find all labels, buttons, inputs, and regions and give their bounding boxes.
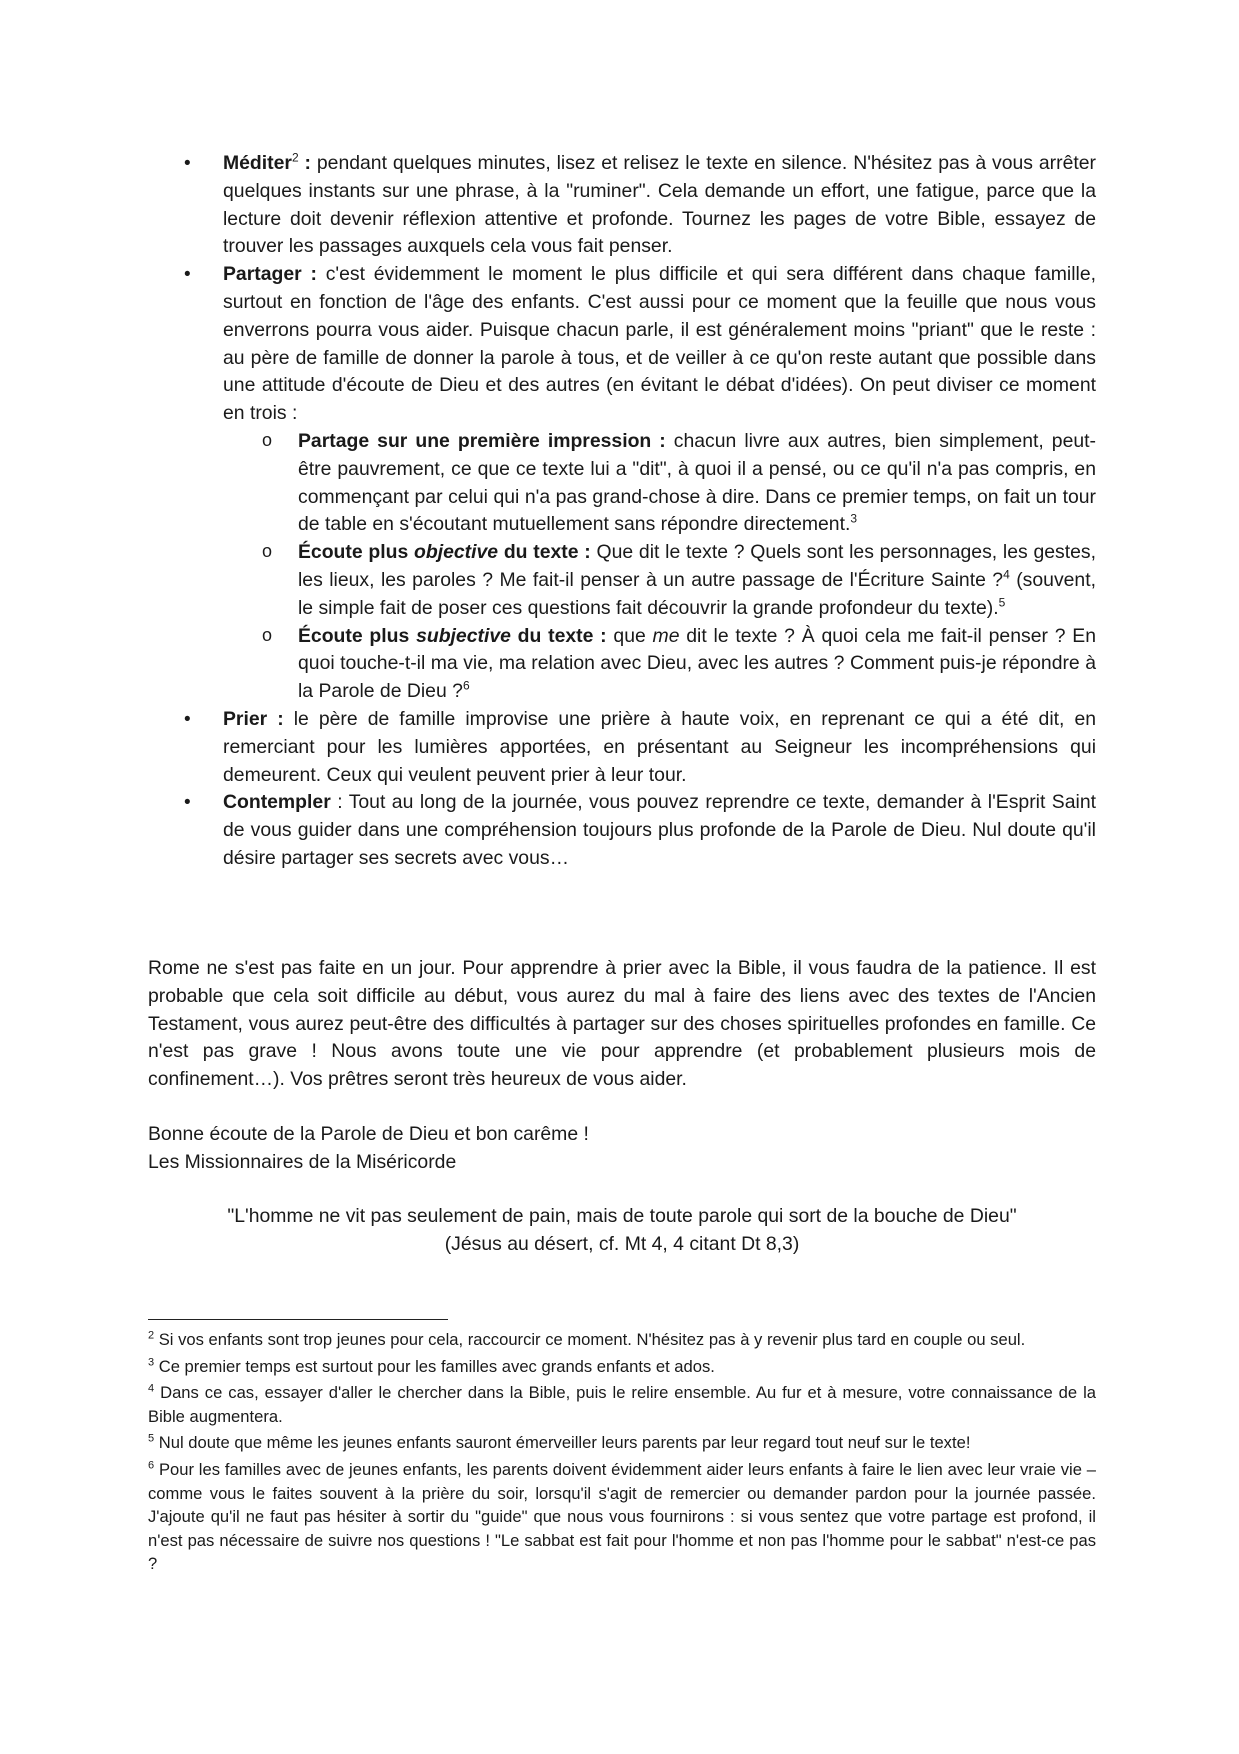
footnote-text: Pour les familles avec de jeunes enfants, les parents doivent évidemment aider leurs enfants à faire le lien avec leur vraie vie – comme vous le faites souvent à la prière du soir, lorsqu'il s'agit de remercier ou demander pardon pour la journée passée. J'ajoute qu'il ne faut pas hésiter à sortir du "guide" que nous vous fournirons : si vous sentez que votre partage est profond, il n'est pas nécessaire de suivre nos questions ! "Le sabbat est fait pour l'homme et non pas l'homme pour le sabbat" n'est-ce pas ?	[148, 1459, 1096, 1574]
footnote-ref[interactable]: 5	[998, 595, 1006, 610]
item-text: le père de famille improvise une prière à haute voix, en reprenant ce qui a été dit, en remerciant pour les lumières apportées, en présentant au Seigneur les incompréhensions qui demeurent. Ceux qui veulent peuvent prier à leur tour.	[223, 707, 1097, 786]
list-item-contempler	[148, 789, 1096, 872]
footnote-text: Si vos enfants sont trop jeunes pour cela, raccourcir ce moment. N'hésitez pas à y revenir plus tard en couple ou seul.	[154, 1330, 1026, 1349]
footnote-separator	[148, 1319, 448, 1320]
footnote-number: 2	[148, 1329, 155, 1342]
footnote-number: 4	[148, 1382, 155, 1395]
footnote-text: Nul doute que même les jeunes enfants sauront émerveiller leurs parents par leur regard tout neuf sur le texte!	[154, 1433, 971, 1453]
item-text: pendant quelques minutes, lisez et relisez le texte en silence. N'hésitez pas à vous arrêter quelques instants sur une phrase, à la "ruminer". Cela demande un effort, une fatigue, parce que la lecture doit devenir réflexion attentive et profonde. Tournez les pages de votre Bible, essayez de trouver les passages auxquels cela vous fait penser.	[223, 152, 1096, 258]
item-title: Prier :	[223, 707, 284, 730]
subitem-title-em: subjective	[416, 624, 511, 647]
subitem-title: Partage sur une première impression :	[298, 429, 666, 452]
item-text: c'est évidemment le moment le plus difficile et qui sera différent dans chaque famille, surtout en fonction de l'âge des enfants. C'est aussi pour ce moment que la feuille que nous vous enverrons pourra vous aider. Puisque chacun parle, il est généralement moins "priant" que le reste : au père de famille de donner la parole à tous, et de veiller à ce qu'on reste autant que possible dans une attitude d'écoute de Dieu et des autres (en évitant le débat d'idées). On peut diviser ce moment en trois :	[223, 263, 1096, 425]
subitem-text-cont: dit le texte ? À quoi cela me fait-il penser ? En quoi touche-t-il ma vie, ma relation avec Dieu, avec les autres ? Comment puis-je répondre à la Parole de Dieu ?	[298, 624, 1096, 703]
footnote-text: Ce premier temps est surtout pour les familles avec grands enfants et ados.	[154, 1356, 715, 1376]
list-item-mediter	[148, 150, 1096, 261]
footnotes	[148, 1325, 1096, 1576]
bullet-marker: •	[184, 708, 191, 730]
footnote-number: 6	[148, 1459, 155, 1472]
subitem-text: Que dit le texte ? Quels sont les personnages, les gestes, les lieux, les paroles ? Me fait-il penser à un autre passage de l'Écriture Sainte ?	[298, 541, 1096, 591]
footnote-text: Dans ce cas, essayer d'aller le chercher dans la Bible, puis le relire ensemble. Au fur et à mesure, votre connaissance de la Bible augmentera.	[148, 1383, 1096, 1426]
footnote-4	[148, 1381, 1096, 1428]
closing-signature: Les Missionnaires de la Miséricorde	[148, 1150, 457, 1173]
closing-greeting: Bonne écoute de la Parole de Dieu et bon carême !	[148, 1123, 589, 1145]
sub-marker: o	[262, 624, 273, 645]
subitem-text-em: me	[652, 624, 680, 647]
sub-marker: o	[262, 541, 273, 562]
footnote-ref[interactable]: 4	[1003, 567, 1010, 582]
sub-marker: o	[262, 429, 273, 450]
sublist-item-ecoute-objective	[148, 539, 1096, 622]
subitem-text: chacun livre aux autres, bien simplement, peut-être pauvrement, ce que ce texte lui a "dit", à quoi il a pensé, ou ce qu'il n'a pas compris, en commençant par celui qui n'a pas grand-chose à dire. Dans ce premier temps, on fait un tour de table en s'écoutant mutuellement sans répondre directement.	[298, 429, 1096, 536]
footnote-number: 5	[148, 1432, 155, 1445]
steps-list	[148, 150, 1096, 873]
closing-block	[148, 1121, 1096, 1177]
subitem-title-em: objective	[414, 541, 499, 564]
list-item-prier	[148, 706, 1096, 789]
bullet-marker: •	[184, 264, 191, 286]
footnote-ref[interactable]: 2	[291, 150, 299, 165]
footnote-6	[148, 1458, 1096, 1576]
quote-block	[148, 1203, 1096, 1259]
item-title: Contempler	[223, 791, 331, 814]
item-title-tail: :	[298, 152, 311, 174]
bullet-marker: •	[184, 792, 191, 814]
footnote-3	[148, 1355, 1096, 1379]
list-item-partager	[148, 261, 1096, 428]
subitem-title	[298, 541, 591, 563]
sublist-item-ecoute-subjective	[148, 623, 1096, 706]
sublist-item-premiere-impression	[148, 428, 1096, 539]
body-paragraph: Rome ne s'est pas faite en un jour. Pour apprendre à prier avec la Bible, il vous faudra de la patience. Il est probable que cela soit difficile au début, vous aurez du mal à faire des liens avec des textes de l'Ancien Testament, vous aurez peut-être des difficultés à partager sur des choses spirituelles profondes en famille. Ce n'est pas grave ! Nous avons toute une vie pour apprendre (et probablement plusieurs mois de confinement…). Vos prêtres seront très heureux de vous aider.	[148, 957, 1096, 1091]
item-text: : Tout au long de la journée, vous pouvez reprendre ce texte, demander à l'Esprit Saint de vous guider dans une compréhension toujours plus profonde de la Parole de Dieu. Nul doute qu'il désire partager ses secrets avec vous…	[223, 791, 1096, 869]
footnote-ref[interactable]: 3	[850, 511, 858, 526]
item-title: Partager :	[223, 263, 317, 286]
subitem-title	[298, 625, 607, 647]
quote-source: (Jésus au désert, cf. Mt 4, 4 citant Dt 8,3)	[444, 1232, 800, 1255]
subitem-title-b: du texte :	[510, 624, 607, 647]
item-title: Méditer	[223, 152, 292, 174]
subitem-text: que	[606, 624, 653, 647]
quote-text: "L'homme ne vit pas seulement de pain, mais de toute parole qui sort de la bouche de Dieu"	[227, 1205, 1017, 1227]
subitem-text-cont: (souvent, le simple fait de poser ces questions fait découvrir la grande profondeur du texte).	[298, 568, 1096, 619]
footnote-ref[interactable]: 6	[462, 678, 470, 693]
subitem-title-b: du texte :	[498, 541, 591, 564]
subitem-title-a: Écoute plus	[298, 624, 417, 647]
footnote-2	[148, 1328, 1096, 1352]
footnote-5	[148, 1431, 1096, 1455]
bullet-marker: •	[184, 153, 191, 174]
subitem-title-a: Écoute plus	[298, 541, 415, 564]
footnote-number: 3	[148, 1356, 155, 1369]
